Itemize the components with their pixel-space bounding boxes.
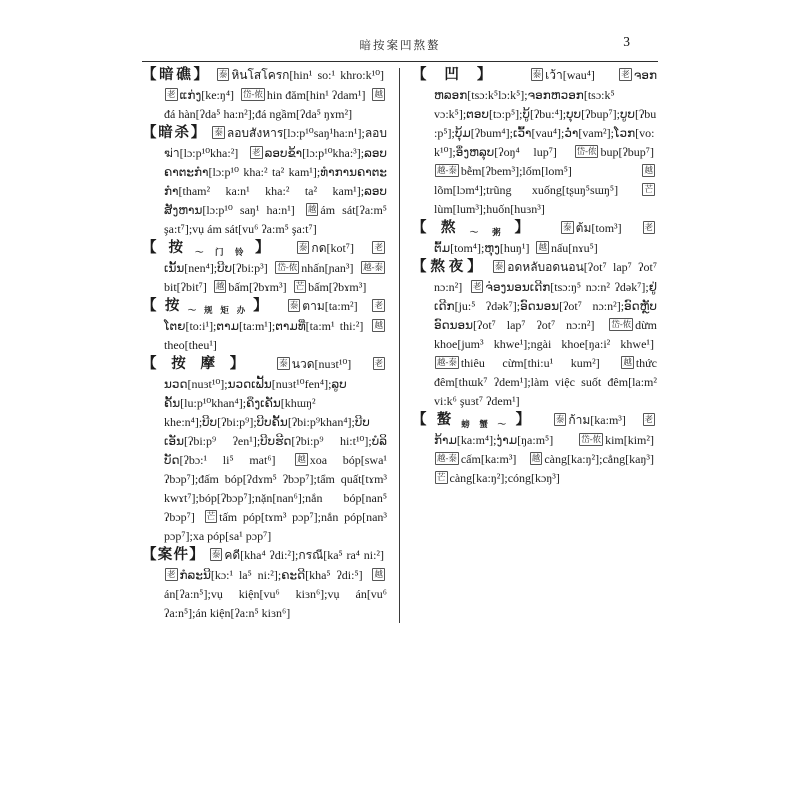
- language-label-viet-thai: 越-泰: [363, 262, 384, 272]
- headword-bracket-open: 【: [142, 240, 169, 256]
- translation-text: theo[theu¹]: [164, 338, 217, 352]
- language-label-viet: 越: [374, 569, 383, 579]
- entry-segment: [296, 241, 354, 255]
- language-label-thai: 泰: [211, 549, 221, 559]
- translation-text: ต้ม[tom³]: [575, 221, 622, 235]
- language-label-thai: 泰: [298, 242, 308, 252]
- entry-segment: [164, 88, 234, 102]
- translation-text: nấu[nɤu⁵]: [550, 241, 598, 255]
- language-label-lao: 老: [644, 414, 654, 424]
- language-label-tay-nung: 岱-侬: [576, 146, 597, 156]
- headword-bracket-close: 】: [467, 259, 486, 275]
- entry-segment: [293, 280, 367, 294]
- translation-text: กด[kot⁷]: [311, 241, 354, 255]
- language-label-thai: 泰: [289, 300, 299, 310]
- language-label-tay-nung: 岱-侬: [243, 89, 263, 99]
- translation-text: thiêu cừm[thi:u¹ kum²]: [460, 356, 600, 370]
- translation-text: lõm[lɔm⁴];trũng xuống[tʂuŋ⁵sɯŋ⁵]: [434, 183, 619, 197]
- headword-text: 螯: [436, 412, 462, 428]
- entry-segment: [535, 241, 597, 255]
- translation-text: ລອບຂ້າ[lɔ:p¹⁰kha:³];ລອບຄາຕະກຳ[lɔ:p¹⁰ kha:² ta² kam¹];ທຳການຄາຕະກຳ[tham² ka:n¹ kha:² ta² kam¹];ລອບສັງຫານ[lɔ:p¹⁰ saŋ¹ ha:n¹]: [164, 146, 387, 217]
- translation-text: ກ້າມ[ka:m⁴];ງ່າມ[ŋa:m⁵]: [434, 433, 554, 447]
- language-label-tay-nung: 岱-侬: [581, 434, 602, 444]
- language-label-viet: 越: [307, 204, 317, 214]
- translation-text: bup[ʔbup⁷]: [600, 145, 654, 159]
- page-number: 3: [623, 34, 630, 49]
- entry-body: [434, 68, 657, 216]
- language-label-viet: 越: [644, 165, 653, 175]
- headword-bracket-open: 【: [412, 67, 445, 83]
- entry-body: [164, 126, 387, 236]
- language-label-viet-thai: 越-泰: [437, 165, 457, 175]
- language-label-thai: 泰: [279, 358, 288, 368]
- translation-text: เว้า[wau⁴]: [545, 68, 595, 82]
- headword-bracket-close: 】: [253, 298, 276, 314]
- entry-segment: [578, 433, 654, 447]
- headword-text: 按摩: [171, 356, 230, 372]
- translation-text: dừm khoe[jum³ khwe¹];ngài khoe[ŋa:i² khwe¹]: [434, 318, 657, 351]
- headword-bracket-close: 】: [193, 67, 211, 83]
- translation-text: án[ʔa:n⁵];vụ kiện[vu⁶ kiɜn⁶];vụ án[vu⁶ ʔa:n⁵];án kiện[ʔa:n⁵ kiɜn⁶]: [164, 587, 387, 620]
- headword-bracket-close: 】: [190, 125, 208, 141]
- language-label-viet: 越: [531, 453, 541, 463]
- headword-bracket-close: 】: [229, 356, 259, 372]
- headword-bracket-open: 【: [142, 298, 165, 314]
- headword-bracket-close: 】: [189, 547, 206, 563]
- translation-text: ນວດ[nuɜt¹⁰];ນວດເຟັ້ນ[nuɜt¹⁰fen⁴];ລູບຄັ້ນ[lu:p¹⁰khan⁴];ຄຶງເຄັນ[khɯŋ² khe:n⁴];ບີບ[ʔbi:p⁹];ບີບຄັ້ນ[ʔbi:p⁹khan⁴];ບີບເອັນ[ʔbi:p⁹ ʔen¹];ບີບຮີດ[ʔbi:p⁹ hi:t¹⁰];ບໍລິບັດ[ʔbɔ:¹ li⁵ mat⁶]: [164, 377, 387, 467]
- language-label-muong: 芒: [644, 184, 653, 194]
- dictionary-entry: [142, 124, 387, 239]
- headword-bracket-close: 】: [515, 412, 541, 428]
- left-column: [142, 66, 387, 623]
- dictionary-entry: [412, 219, 657, 258]
- entry-segment: [560, 221, 621, 235]
- language-label-viet-thai: 越-泰: [437, 453, 457, 463]
- headword-subscript: ～门铃: [194, 247, 255, 257]
- entry-segment: [209, 548, 384, 562]
- translation-text: bễm[ʔbem³];lốm[lom⁵]: [460, 164, 572, 178]
- headword-bracket-open: 【: [142, 547, 158, 563]
- headword-text: 按: [168, 240, 195, 256]
- language-label-lao: 老: [621, 69, 630, 79]
- language-label-lao: 老: [374, 300, 383, 310]
- language-label-lao: 老: [252, 147, 261, 157]
- translation-text: xoa bóp[swa¹ ʔbɔp⁷];đấm bóp[ʔdɤm⁵ ʔbɔp⁷];tẩm quất[tɤm³ kwɤt⁷];bóp[ʔbɔp⁷];nặn[nan⁶];nắn bóp[nan⁵ ʔbɔp⁷]: [164, 453, 387, 524]
- headword-bracket-open: 【: [142, 356, 172, 372]
- headword-text: 熬: [440, 220, 470, 236]
- column-divider-rule: [399, 68, 400, 623]
- translation-text: cấm[ka:m³]: [460, 452, 517, 466]
- language-label-lao: 老: [167, 569, 176, 579]
- translation-text: bấm[ʔbɤm³]: [228, 280, 287, 294]
- translation-text: นวด[nuɜt¹⁰]: [291, 357, 352, 371]
- language-label-thai: 泰: [532, 69, 542, 79]
- language-label-viet: 越: [215, 281, 225, 291]
- language-label-tay-nung: 岱-侬: [277, 262, 298, 272]
- language-label-thai: 泰: [563, 222, 572, 232]
- headword-text: 凹: [444, 67, 477, 83]
- language-label-thai: 泰: [494, 261, 504, 271]
- translation-text: bấm[ʔbɤm³]: [308, 280, 367, 294]
- headword-text: 暗礁: [159, 67, 194, 83]
- entry-segment: [434, 356, 600, 370]
- language-label-lao: 老: [472, 281, 482, 291]
- right-column: [412, 66, 657, 623]
- translation-text: ຕົ້ມ[tom⁴];ຫຸງ[huŋ¹]: [434, 241, 530, 255]
- entry-body: [434, 260, 657, 408]
- entry-segment: [574, 145, 654, 159]
- entry-segment: [529, 452, 654, 466]
- translation-text: tấm póp[tɤm³ pɔp⁷];nắn póp[nan³ pɔp⁷];xa póp[sa¹ pɔp⁷]: [164, 510, 388, 543]
- entry-segment: [164, 568, 363, 582]
- translation-text: คดี[kha⁴ ʔdi:²];กรณี[ka⁵ ra⁴ ni:²]: [224, 548, 384, 562]
- language-label-lao: 老: [374, 242, 383, 252]
- translation-text: càng[ka:ŋ²];cẳng[kaŋ³]: [544, 452, 654, 466]
- dictionary-entry: [142, 66, 387, 124]
- translation-text: ຈ່ອງນອນເດີກ[tsɔ:ŋ⁵ nɔ:n² ʔdək⁷];ຢູ່ເດີກ[ju:⁵ ʔdək⁷];ອົດນອນ[ʔot⁷ nɔ:n²];ອົດຫຼັບອົດນອນ[ʔot⁷ lap⁷ ʔot⁷ nɔ:n²]: [434, 280, 657, 332]
- translation-text: hin đăm[hin¹ ʔdam¹]: [266, 88, 366, 102]
- translation-text: nhấn[ɲan³]: [301, 261, 354, 275]
- translation-text: thức đêm[thɯk⁷ ʔdem¹];làm việc suốt đêm[la:m² vi:k⁶ şuɜt⁷ ʔdem¹]: [434, 356, 657, 408]
- dictionary-entry: [142, 239, 387, 297]
- entry-segment: [164, 510, 387, 543]
- language-label-viet: 越: [538, 242, 547, 252]
- running-head-title: 暗按案凹熬螯: [359, 40, 441, 52]
- language-label-thai: 泰: [218, 69, 228, 79]
- entry-segment: [213, 280, 287, 294]
- dictionary-entry: [142, 546, 387, 623]
- translation-text: kim[kim²]: [605, 433, 654, 447]
- translation-text: ໂຕຍ[to:i¹];ຕາມ[ta:m¹];ຕາມທີ່[ta:m¹ thi:²]: [164, 319, 364, 333]
- headword-subscript: 螃蟹～: [461, 419, 516, 429]
- translation-text: lùm[lum³];huốn[huɜn³]: [434, 202, 545, 216]
- dictionary-entry: [412, 258, 657, 411]
- language-label-thai: 泰: [214, 127, 223, 137]
- language-label-muong: 芒: [206, 511, 216, 521]
- language-label-viet-thai: 越-泰: [437, 357, 457, 367]
- language-label-tay-nung: 岱-侬: [611, 319, 632, 329]
- language-label-viet: 越: [374, 320, 383, 330]
- translation-text: ເນັ້ນ[nen⁴];ບີບ[ʔbi:p³]: [164, 261, 268, 275]
- translation-text: ám sát[ʔa:m⁵ şa:t⁷];vụ ám sát[vu⁶ ʔa:m⁵ şa:t⁷]: [164, 203, 387, 236]
- translation-text: ຈອກຫລອກ[tsɔ:k⁵lɔ:k⁵];ຈອກຫວອກ[tsɔ:k⁵ vɔ:k⁵];ຕອບ[tɔ:p⁵];ບູ້[ʔbu:⁴];ບຸບ[ʔbup⁷];ບູບ[ʔbu:p⁵];ບຸ້ມ[ʔbum⁴];ເວົ້າ[vau⁴];ວ່ຳ[vam²];ໂວກ[vo:k¹⁰];ອຶ່ງຫລຸບ[ʔoŋ⁴ lup⁷]: [434, 68, 657, 159]
- headword-bracket-open: 【: [142, 67, 160, 83]
- language-label-muong: 芒: [437, 472, 446, 482]
- translation-text: ลอบสังหาร[lɔ:p¹⁰saŋ¹ha:n¹];ลอบฆ่า[lɔ:p¹⁰kha:²]: [164, 126, 387, 160]
- entry-segment: [434, 471, 560, 485]
- entry-segment: [553, 413, 626, 427]
- headword-subscript: ～粥: [469, 227, 515, 237]
- entry-segment: [276, 357, 351, 371]
- language-label-thai: 泰: [555, 414, 565, 424]
- language-label-lao: 老: [374, 358, 384, 368]
- headword-bracket-open: 【: [412, 259, 431, 275]
- translation-text: ແກ່ງ[ke:ŋ⁴]: [179, 88, 235, 102]
- entry-segment: [216, 68, 384, 82]
- entry-body: [164, 357, 387, 543]
- translation-text: ก้าม[ka:m³]: [568, 413, 626, 427]
- language-label-viet: 越: [623, 357, 632, 367]
- page-header: [142, 36, 658, 62]
- headword-subscript: ～规矩办: [187, 305, 254, 315]
- entry-segment: [434, 164, 572, 178]
- translation-text: ກໍລະນີ[kɔ:¹ la⁵ ni:²];ຄະດີ[kha⁵ ʔdi:⁵]: [179, 568, 363, 582]
- translation-text: ตาม[ta:m²]: [302, 299, 358, 313]
- headword-bracket-open: 【: [412, 412, 437, 428]
- dictionary-entry: [412, 66, 657, 219]
- language-label-muong: 芒: [295, 281, 305, 291]
- entry-segment: [530, 68, 595, 82]
- translation-text: bit[ʔbit⁷]: [164, 280, 207, 294]
- translation-text: หินโสโครก[hin¹ so:¹ khro:k¹⁰]: [231, 68, 385, 82]
- entry-segment: [240, 88, 365, 102]
- headword-bracket-open: 【: [412, 220, 441, 236]
- headword-bracket-open: 【: [142, 125, 159, 141]
- headword-text: 熬夜: [430, 259, 468, 275]
- dictionary-entry: [142, 355, 387, 546]
- entry-segment: [274, 261, 353, 275]
- translation-text: càng[ka:ŋ²];cóng[kɔŋ³]: [449, 471, 560, 485]
- entry-segment: [164, 357, 387, 467]
- dictionary-entry: [142, 297, 387, 355]
- language-label-lao: 老: [167, 89, 176, 99]
- language-label-lao: 老: [644, 222, 654, 232]
- translation-text: đá hàn[ʔda⁵ ha:n²];đá ngầm[ʔda⁵ ŋɤm²]: [164, 107, 353, 121]
- language-label-viet: 越: [297, 454, 306, 464]
- headword-bracket-close: 】: [476, 67, 510, 83]
- headword-text: 暗杀: [158, 125, 191, 141]
- language-label-viet: 越: [374, 89, 383, 99]
- entry-segment: [287, 299, 358, 313]
- headword-bracket-close: 】: [514, 220, 544, 236]
- entry-segment: [434, 452, 516, 466]
- headword-text: 案件: [157, 547, 190, 563]
- headword-bracket-close: 】: [254, 240, 282, 256]
- dictionary-content: [142, 66, 658, 623]
- translation-text: อดหลับอดนอน[ʔot⁷ lap⁷ ʔot⁷ nɔ:n²]: [434, 260, 658, 294]
- dictionary-entry: [412, 411, 657, 488]
- headword-text: 按: [164, 298, 188, 314]
